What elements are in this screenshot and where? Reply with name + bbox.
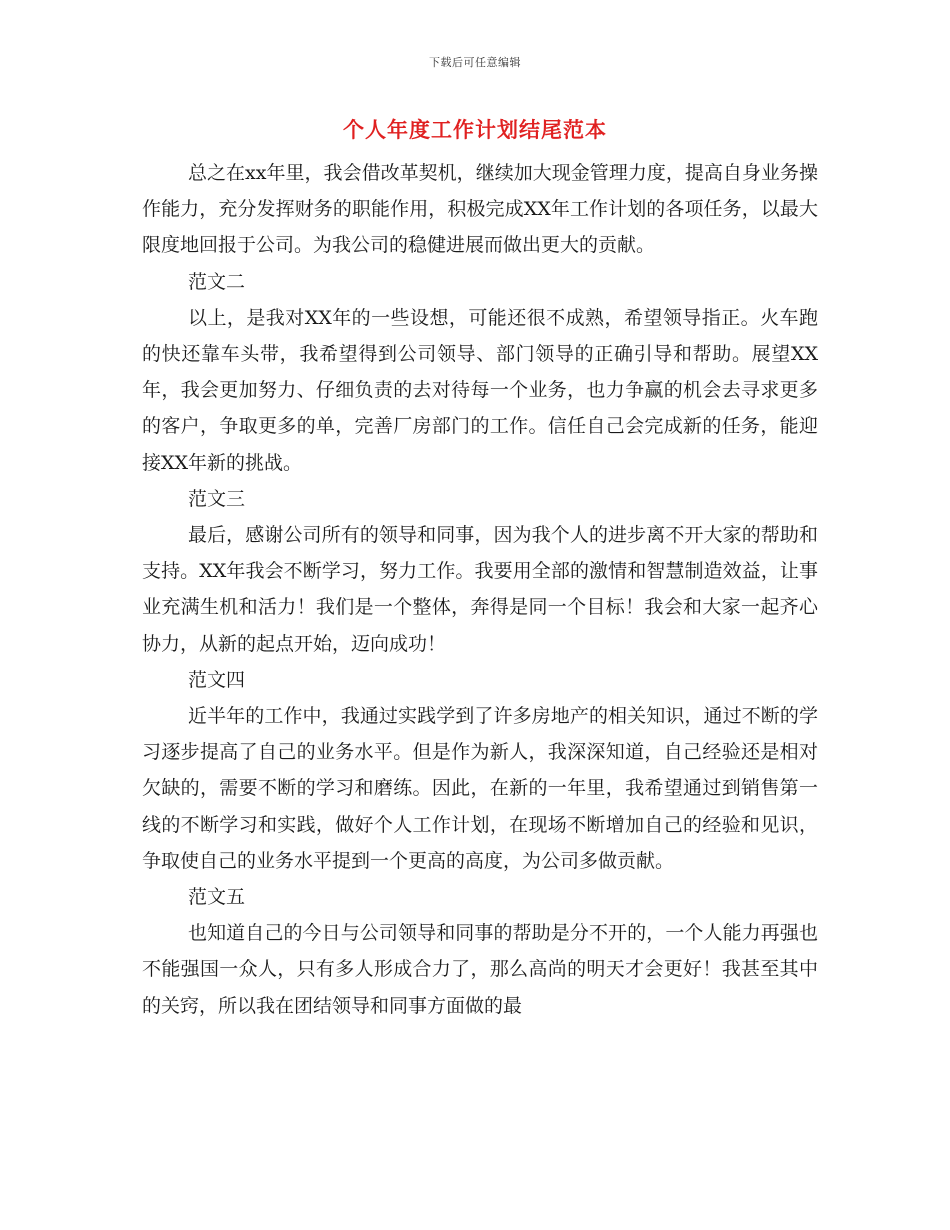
section-paragraph-2: 以上，是我对XX年的一些设想，可能还很不成熟，希望领导指正。火车跑的快还靠车头带，我希望得到公司领导、部门领导的正确引导和帮助。展望XX年，我会更加努力、仔细负责的去对待每一个业务，也力争赢的机会去寻求更多的客户，争取更多的单，完善厂房部门的工作。信任自己会完成新的任务，能迎接XX年新的挑战。 [142, 306, 818, 474]
intro-paragraph: 总之在xx年里，我会借改革契机，继续加大现金管理力度，提高自身业务操作能力，充分发挥财务的职能作用，积极完成XX年工作计划的各项任务，以最大限度地回报于公司。为我公司的稳健进展而做出更大的贡献。 [142, 162, 818, 257]
section-heading-5: 范文五 [188, 886, 246, 909]
section-paragraph-4: 近半年的工作中，我通过实践学到了许多房地产的相关知识，通过不断的学习逐步提高了自己的业务水平。但是作为新人，我深深知道，自己经验还是相对欠缺的，需要不断的学习和磨练。因此，在新的一年里，我希望通过到销售第一线的不断学习和实践，做好个人工作计划，在现场不断增加自己的经验和见识，争取使自己的业务水平提到一个更高的高度，为公司多做贡献。 [142, 705, 818, 872]
section-heading-4: 范文四 [188, 668, 246, 691]
document-body [142, 155, 818, 1024]
document-title: 个人年度工作计划结尾范本 [343, 117, 607, 142]
section-paragraph-5: 也知道自己的今日与公司领导和同事的帮助是分不开的，一个人能力再强也不能强国一众人，只有多人形成合力了，那么高尚的明天才会更好！我甚至其中的关窍，所以我在团结领导和同事方面做的最 [142, 922, 818, 1017]
header-note: 下载后可任意编辑 [429, 56, 521, 69]
section-paragraph-3: 最后，感谢公司所有的领导和同事，因为我个人的进步离不开大家的帮助和支持。XX年我会不断学习，努力工作。我要用全部的激情和智慧制造效益，让事业充满生机和活力！我们是一个整体，奔得是同一个目标！我会和大家一起齐心协力，从新的起点开始，迈向成功！ [142, 524, 818, 655]
section-heading-3: 范文三 [188, 487, 246, 510]
section-heading-2: 范文二 [188, 270, 246, 293]
